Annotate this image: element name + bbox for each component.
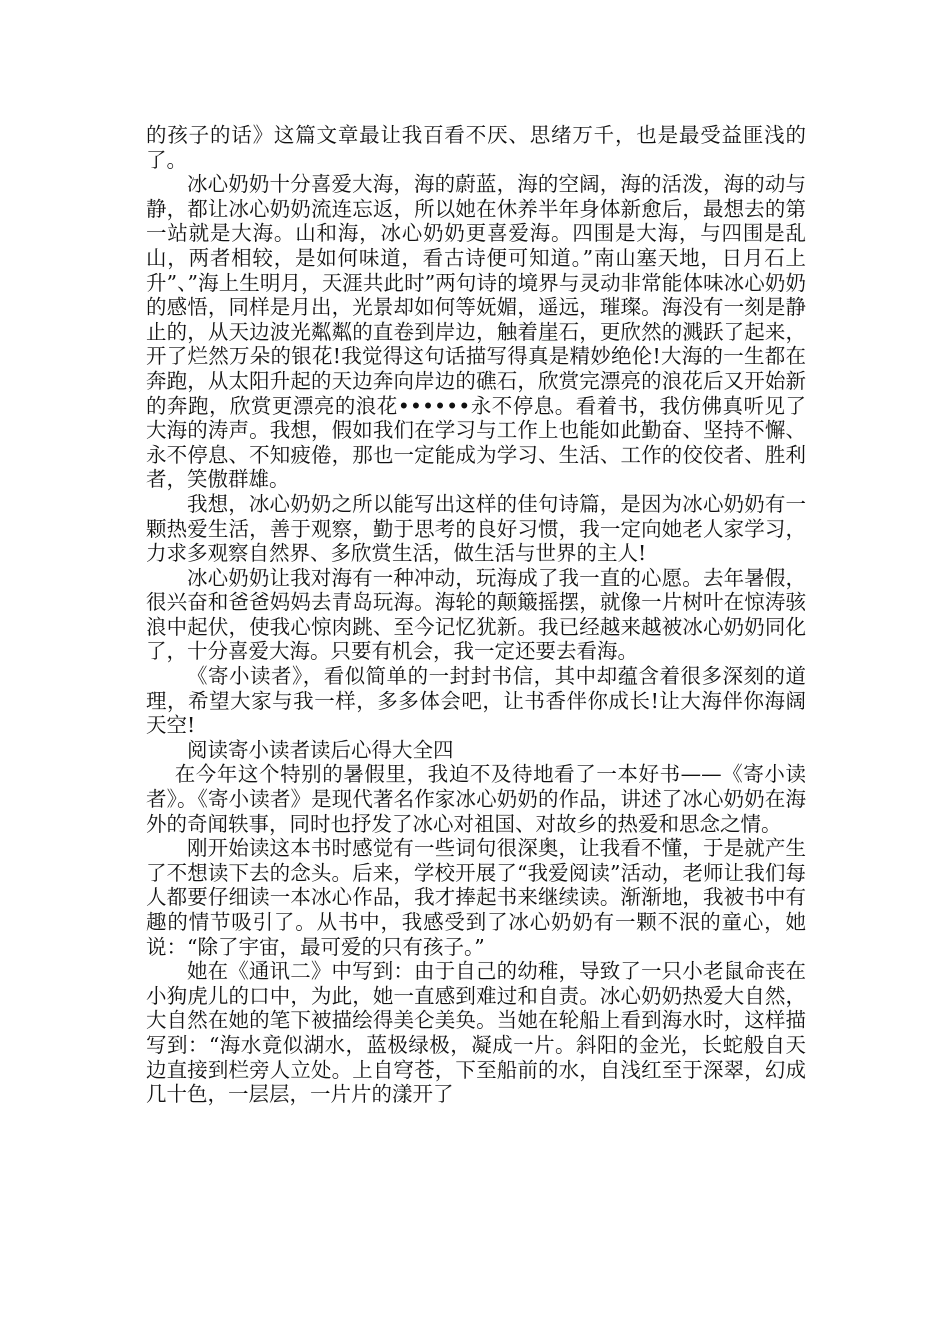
- paragraph-sea-love: 冰心奶奶十分喜爱大海，海的蔚蓝，海的空阔，海的活泼，海的动与静，都让冰心奶奶流连忘返，所以她在休养半年身体新愈后，最想去的第一站就是大海。山和海，冰心奶奶更喜爱海。四围是大海，与四围是乱山，两者相较，是如何味道，看古诗便可知道。”南山塞天地，日月石上升”、”海上生明月，天涯共此时”两句诗的境界与灵动非常能体味冰心奶奶的感悟，同样是月出，光景却如何等妩媚，遥远，璀璨。海没有一刻是静止的，从天边波光粼粼的直卷到岸边，触着崖石，更欣然的溅跃了起来，开了烂然万朵的银花!我觉得这句话描写得真是精妙绝伦!大海的一生都在奔跑，从太阳升起的天边奔向岸边的礁石，欣赏完漂亮的浪花后又开始新的奔跑，欣赏更漂亮的浪花••••••永不停息。看着书，我仿佛真听见了大海的涛声。我想，假如我们在学习与工作上也能如此勤奋、坚持不懈、永不停息、不知疲倦，那也一定能成为学习、生活、工作的佼佼者、胜利者，笑傲群雄。: [146, 172, 806, 492]
- paragraph-learn-from-her: 我想，冰心奶奶之所以能写出这样的佳句诗篇，是因为冰心奶奶有一颗热爱生活，善于观察，勤于思考的良好习惯，我一定向她老人家学习，力求多观察自然界、多欣赏生活，做生活与世界的主人!: [146, 491, 806, 566]
- paragraph-continuation: 的孩子的话》这篇文章最让我百看不厌、思绪万千，也是最受益匪浅的了。: [146, 123, 806, 172]
- paragraph-summer-book: 在今年这个特别的暑假里，我迫不及待地看了一本好书——《寄小读者》。《寄小读者》是现代著名作家冰心奶奶的作品，讲述了冰心奶奶在海外的奇闻轶事，同时也抒发了冰心对祖国、对故乡的热爱和思念之情。: [146, 762, 806, 836]
- paragraph-conclusion: 《寄小读者》，看似简单的一封封书信，其中却蕴含着很多深刻的道理，希望大家与我一样，多多体会吧，让书香伴你成长!让大海伴你海阔天空!: [146, 664, 806, 738]
- paragraph-letter-two: 她在《通讯二》中写到：由于自己的幼稚，导致了一只小老鼠命丧在小狗虎儿的口中，为此，她一直感到难过和自责。冰心奶奶热爱大自然，大自然在她的笔下被描绘得美仑美奂。当她在轮船上看到海水时，这样描写到：“海水竟似湖水，蓝极绿极，凝成一片。斜阳的金光，长蛇般自天边直接到栏旁人立处。上自穹苍，下至船前的水，自浅红至于深翠，幻成几十色，一层层，一片片的漾开了: [146, 959, 806, 1107]
- paragraph-first-reading: 刚开始读这本书时感觉有一些词句很深奥，让我看不懂，于是就产生了不想读下去的念头。后来，学校开展了“我爱阅读”活动，老师让我们每人都要仔细读一本冰心作品，我才捧起书来继续读。渐渐地，我被书中有趣的情节吸引了。从书中，我感受到了冰心奶奶有一颗不泯的童心，她说：“除了宇宙，最可爱的只有孩子。”: [146, 836, 806, 959]
- paragraph-qingdao-trip: 冰心奶奶让我对海有一种冲动，玩海成了我一直的心愿。去年暑假，很兴奋和爸爸妈妈去青岛玩海。海轮的颠簸摇摆，就像一片树叶在惊涛骇浪中起伏，使我心惊肉跳、至今记忆犹新。我已经越来越被冰心奶奶同化了，十分喜爱大海。只要有机会，我一定还要去看海。: [146, 565, 806, 664]
- article-body: [146, 123, 806, 1107]
- section-heading: 阅读寄小读者读后心得大全四: [187, 737, 454, 762]
